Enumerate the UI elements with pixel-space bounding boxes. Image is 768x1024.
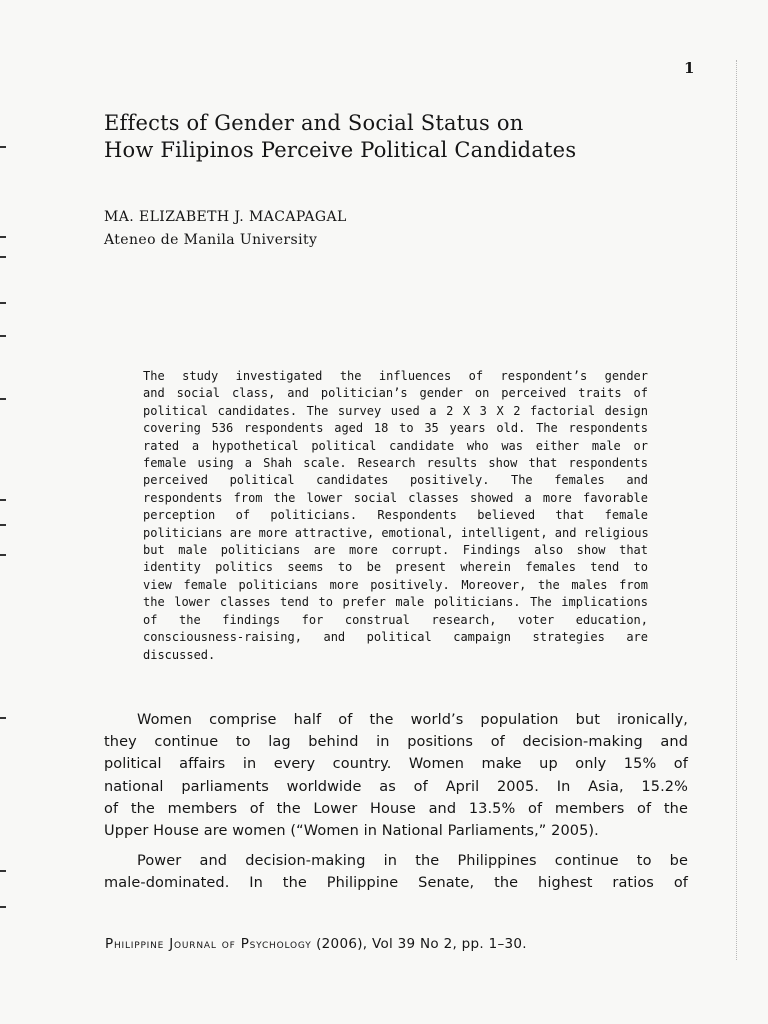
- scan-mark: [0, 499, 6, 501]
- scan-mark: [0, 524, 6, 526]
- author-block: [104, 206, 347, 252]
- abstract: [143, 368, 648, 664]
- body-text: [104, 709, 688, 895]
- page-number: 1: [684, 59, 695, 77]
- scan-mark: [0, 906, 6, 908]
- body-line: they continue to lag behind in positions of decision-making and: [104, 734, 688, 751]
- abstract-line: female using a Shah scale. Research results show that respondents: [143, 456, 648, 471]
- abstract-line: the lower classes tend to prefer male politicians. The implications: [143, 595, 648, 610]
- abstract-line: but male politicians are more corrupt. Findings also show that: [143, 543, 648, 558]
- abstract-line: and social class, and politician’s gender on perceived traits of: [143, 386, 648, 401]
- paper-title: [104, 110, 704, 164]
- abstract-line: The study investigated the influences of respondent’s gender: [143, 369, 648, 383]
- abstract-line: identity politics seems to be present wherein females tend to: [143, 560, 648, 575]
- journal-name: Philippine Journal of Psychology: [105, 936, 312, 952]
- journal-citation: (2006), Vol 39 No 2, pp. 1–30.: [316, 936, 527, 952]
- scan-mark: [0, 398, 6, 400]
- author-affiliation: Ateneo de Manila University: [104, 232, 318, 248]
- scan-mark: [0, 870, 6, 872]
- abstract-line: rated a hypothetical political candidate who was either male or: [143, 438, 648, 453]
- abstract-line: perception of politicians. Respondents believed that female: [143, 508, 648, 523]
- left-margin-scan-marks: [0, 0, 12, 1024]
- scan-mark: [0, 256, 6, 258]
- abstract-line: of the findings for construal research, voter education,: [143, 612, 648, 627]
- scan-mark: [0, 554, 6, 556]
- paragraph-2: [104, 850, 688, 894]
- abstract-line: consciousness-raising, and political campaign strategies are: [143, 630, 648, 645]
- body-line: national parliaments worldwide as of April 2005. In Asia, 15.2%: [104, 778, 688, 795]
- abstract-line: view female politicians more positively. Moreover, the males from: [143, 577, 648, 592]
- body-line: of the members of the Lower House and 13.5% of members of the: [104, 800, 688, 817]
- journal-footer: [105, 936, 527, 952]
- body-line: Women comprise half of the world’s population but ironically,: [137, 712, 688, 728]
- scan-mark: [0, 236, 6, 238]
- scan-mark: [0, 146, 6, 148]
- abstract-line: perceived political candidates positively. The females and: [143, 473, 648, 488]
- scan-mark: [0, 717, 6, 719]
- abstract-line: respondents from the lower social classes showed a more favorable: [143, 490, 648, 505]
- title-line-2: How Filipinos Perceive Political Candidates: [104, 138, 577, 162]
- body-line: male-dominated. In the Philippine Senate, the highest ratios of: [104, 875, 688, 892]
- author-name: MA. ELIZABETH J. MACAPAGAL: [104, 209, 347, 225]
- scan-mark: [0, 335, 6, 337]
- right-margin-scan-dots: [736, 60, 739, 960]
- body-line: political affairs in every country. Women make up only 15% of: [104, 756, 688, 773]
- abstract-line: politicians are more attractive, emotional, intelligent, and religious: [143, 525, 649, 540]
- title-line-1: Effects of Gender and Social Status on: [104, 111, 524, 135]
- abstract-line: covering 536 respondents aged 18 to 35 years old. The respondents: [143, 421, 648, 436]
- body-line: Power and decision-making in the Philippines continue to be: [137, 853, 688, 870]
- scan-mark: [0, 302, 6, 304]
- abstract-line: political candidates. The survey used a 2 X 3 X 2 factorial design: [143, 403, 648, 418]
- body-line: Upper House are women (“Women in National Parliaments,” 2005).: [104, 823, 599, 840]
- paragraph-1: [104, 709, 688, 842]
- abstract-line: discussed.: [143, 647, 216, 662]
